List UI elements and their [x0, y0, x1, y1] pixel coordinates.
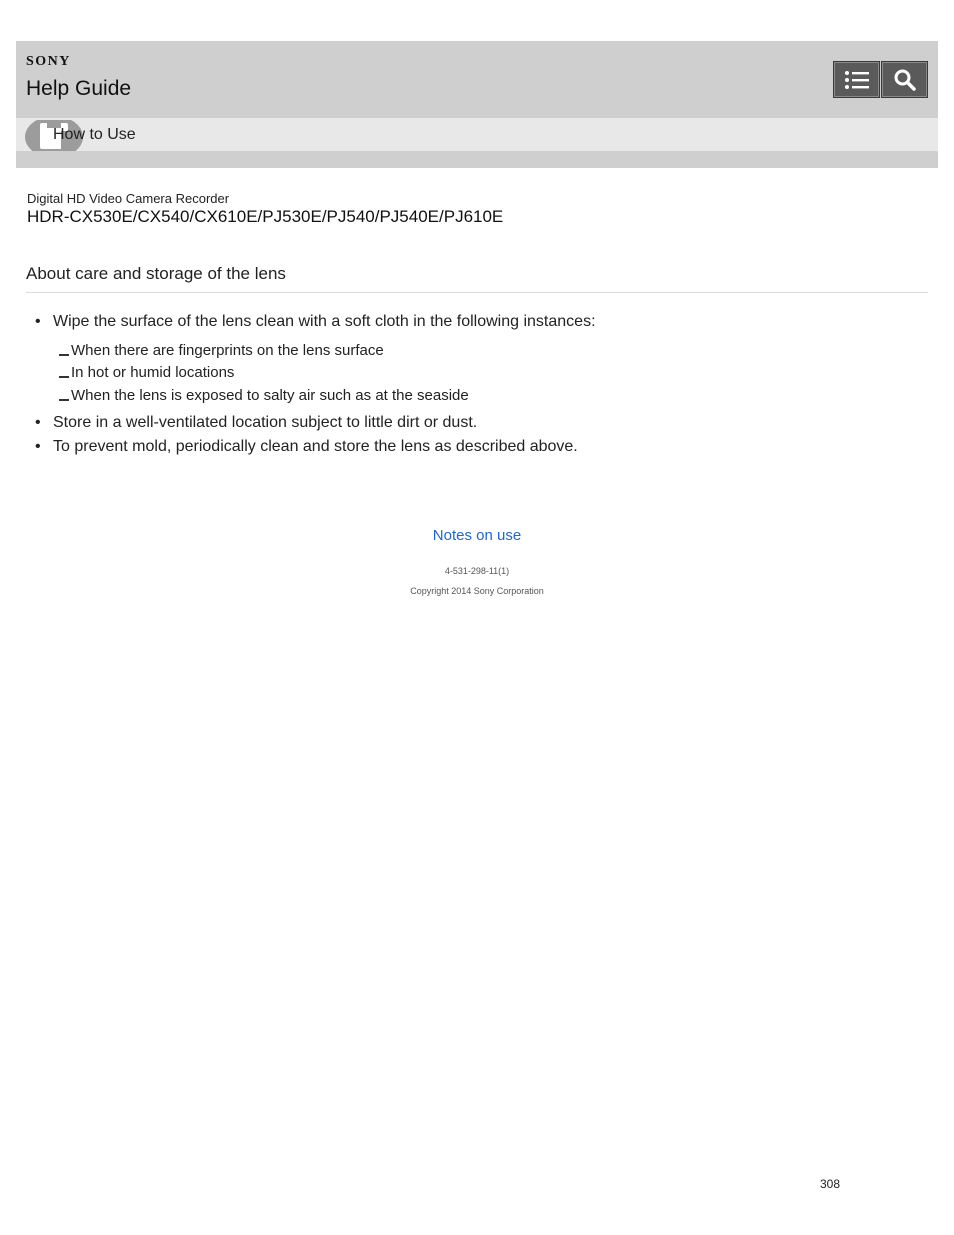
- sub-list-item: When there are fingerprints on the lens surface: [71, 342, 384, 359]
- document-code: 4-531-298-11(1): [444, 566, 510, 576]
- page-number: 308: [820, 1177, 841, 1191]
- page-app-title[interactable]: Help Guide: [26, 77, 132, 100]
- list-item: • Wipe the surface of the lens clean with a soft cloth in the following instances:: [53, 313, 596, 331]
- breadcrumb-how-to-use[interactable]: How to Use: [53, 126, 136, 143]
- sub-item-marker: [59, 354, 69, 356]
- header: [16, 41, 938, 168]
- brand-logo: SONY: [26, 54, 71, 69]
- sub-list-item: In hot or humid locations: [71, 364, 235, 381]
- copyright: Copyright 2014 Sony Corporation: [410, 586, 544, 596]
- search-icon: [893, 68, 917, 92]
- notes-on-use-link[interactable]: Notes on use: [432, 527, 522, 544]
- page-title: About care and storage of the lens: [26, 264, 286, 283]
- model-names: HDR-CX530E/CX540/CX610E/PJ530E/PJ540/PJ540E/PJ610E: [27, 207, 504, 226]
- product-line: Digital HD Video Camera Recorder: [27, 191, 230, 206]
- breadcrumb: [16, 118, 938, 151]
- sub-item-marker: [59, 376, 69, 378]
- list-item: • To prevent mold, periodically clean and store the lens as described above.: [53, 438, 578, 456]
- search-button[interactable]: [881, 61, 928, 98]
- list-item: • Store in a well-ventilated location subject to little dirt or dust.: [53, 414, 477, 432]
- divider: [26, 292, 928, 293]
- list-icon: [844, 70, 870, 90]
- toc-button[interactable]: [833, 61, 880, 98]
- sub-item-marker: [59, 399, 69, 401]
- sub-list-item: When the lens is exposed to salty air such as at the seaside: [71, 387, 469, 404]
